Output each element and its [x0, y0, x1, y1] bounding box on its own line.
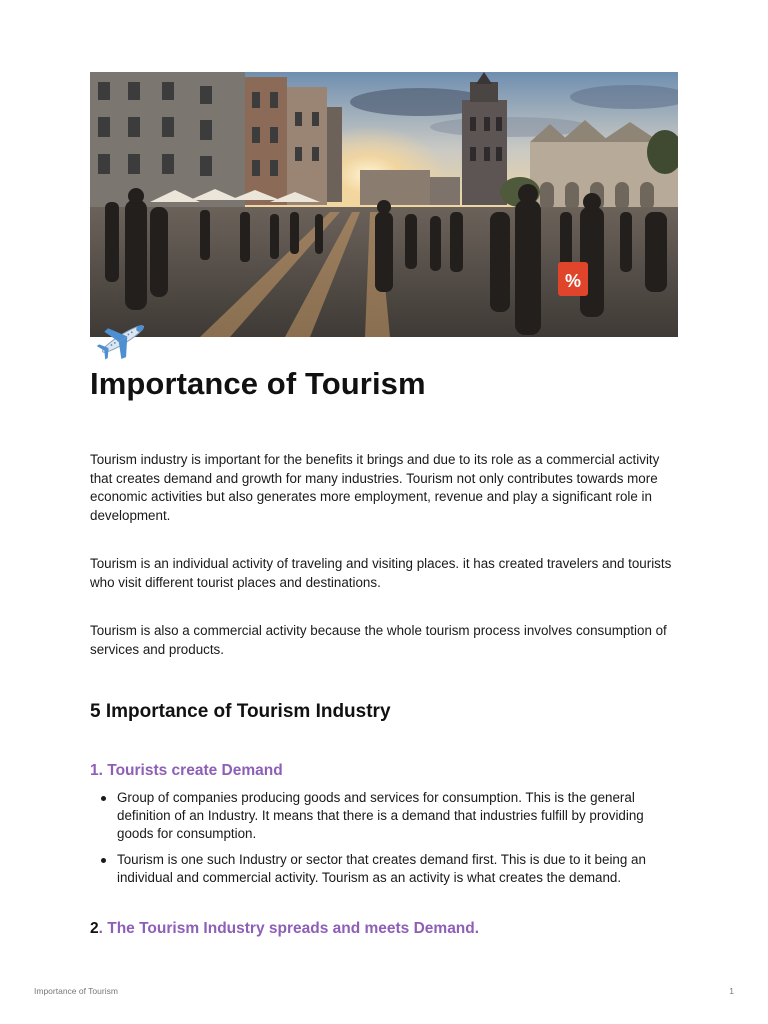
footer-page-number: 1: [729, 986, 734, 996]
subsection-separator-2: .: [98, 920, 103, 937]
list-item: [90, 789, 670, 843]
page-title: Importance of Tourism: [90, 366, 426, 401]
subsection-title-1: Tourists create Demand: [107, 762, 283, 779]
bullet-dot: [101, 858, 106, 863]
subsection-heading-1: [90, 762, 283, 780]
subsection-title-2: The Tourism Industry spreads and meets Demand.: [107, 920, 480, 937]
footer-document-title: Importance of Tourism: [34, 986, 118, 996]
subsection-number-1: 1.: [90, 762, 103, 779]
airplane-icon: [96, 318, 150, 360]
bullet-list: [90, 789, 670, 895]
bullet-text-1: Group of companies producing goods and services for consumption. This is the general definition of an Industry. It means that there is a demand that industries fulfill by providing goods for consumption.: [117, 790, 644, 841]
bag-percent-sign: %: [564, 271, 582, 291]
subsection-heading-2: [90, 920, 479, 938]
section-heading: 5 Importance of Tourism Industry: [90, 701, 391, 722]
intro-paragraph-2: Tourism is an individual activity of traveling and visiting places. it has created travelers and tourists who visit different tourist places and destinations.: [90, 556, 672, 590]
bullet-text-2: Tourism is one such Industry or sector that creates demand first. This is due to it being an individual and commercial activity. Tourism as an activity is what creates the demand.: [117, 852, 646, 885]
subsection-number-2: 2: [90, 920, 99, 937]
intro-paragraph-1: Tourism industry is important for the benefits it brings and due to its role as a commercial activity that creates demand and growth for many industries. Tourism not only contributes towards more economic activities but also generates more employment, revenue and play a significant role in development.: [90, 452, 660, 523]
hero-image: [90, 72, 678, 337]
bullet-dot: [101, 796, 106, 801]
intro-paragraph-3: Tourism is also a commercial activity because the whole tourism process involves consumption of services and products.: [90, 623, 667, 657]
list-item: [90, 851, 670, 887]
